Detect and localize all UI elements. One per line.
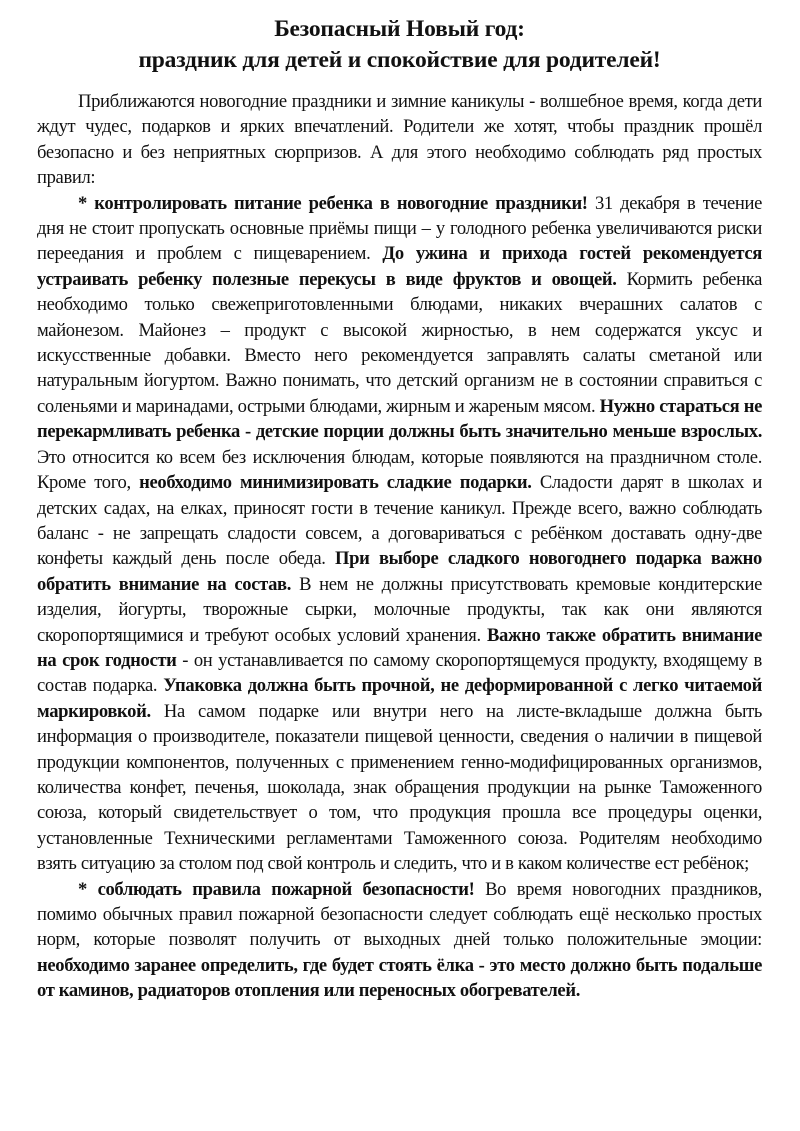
emphasized-text: необходимо заранее определить, где будет стоять ёлка - это место должно быть подальше от каминов, радиаторов отопления или переносных обогревателей. (37, 954, 762, 1002)
intro-paragraph (37, 89, 762, 191)
nutrition-rule-paragraph (37, 191, 762, 877)
emphasized-text: До ужина и прихода гостей рекомендуется устраивать ребенку полезные перекусы в виде фруктов и овощей. (37, 243, 762, 290)
title-line-2: праздник для детей и спокойствие для родителей! (138, 47, 661, 73)
fire-safety-rule-paragraph (37, 877, 762, 1004)
emphasized-text: * контролировать питание ребенка в новогодние праздники! (78, 192, 588, 214)
body-text: Сладости дарят в школах и детских садах, на елках, приносят гости в течение каникул. Прежде всего, важно соблюдать баланс - не запрещать сладости совсем, а договариваться с ребёнком доставать одну-две конфеты каждый день после обеда. (37, 472, 762, 570)
body-text: На самом подарке или внутри него на листе-вкладыше должна быть информация о производителе, показатели пищевой ценности, сведения о наличии в пищевой продукции компонентов, полученных с применением генно-модифицированных организмов, количества конфет, печенья, шоколада, знак обращения продукции на рынке Таможенного союза, который свидетельствует о том, что продукция прошла все процедуры оценки, установленные Техническими регламентами Таможенного союза. Родителям необходимо взять ситуацию за столом под свой контроль и следить, что и в каком количестве ест ребёнок; (37, 700, 762, 875)
emphasized-text: * соблюдать правила пожарной безопасности! (78, 878, 475, 900)
document-title (37, 14, 762, 76)
body-text: Во время новогодних праздников, помимо обычных правил пожарной безопасности следует соблюдать ещё несколько простых норм, которые позволят получить от выходных дней только положительные эмоции: (37, 878, 762, 951)
emphasized-text: Нужно стараться не перекармливать ребенка - детские порции должны быть значительно меньше взрослых. (37, 395, 762, 443)
body-text: 31 декабря в течение дня не стоит пропускать основные приёмы пищи – у голодного ребенка увеличиваются риски переедания и проблем с пищеварением. (37, 192, 762, 265)
body-text: - он устанавливается по самому скоропортящемуся продукту, входящему в состав подарка. (37, 649, 762, 697)
emphasized-text: Важно также обратить внимание на срок годности (37, 624, 762, 671)
body-text: Приближаются новогодние праздники и зимние каникулы - волшебное время, когда дети ждут чудес, подарков и ярких впечатлений. Родители же хотят, чтобы праздник прошёл безопасно и без неприятных сюрпризов. А для этого необходимо соблюдать ряд простых правил: (37, 91, 762, 189)
body-text: Кормить ребенка необходимо только свежеприготовленными блюдами, никаких вчерашних салатов с майонезом. Майонез – продукт с высокой жирностью, в нем содержатся уксус и искусственные добавки. Вместо него рекомендуется заправлять салаты сметаной или натуральным йогуртом. Важно понимать, что детский организм не в состоянии справиться с соленьями и маринадами, острыми блюдами, жирным и жареным мясом. (37, 268, 762, 417)
emphasized-text: необходимо минимизировать сладкие подарки. (139, 472, 532, 494)
emphasized-text: При выборе сладкого новогоднего подарка важно обратить внимание на состав. (37, 548, 762, 595)
body-text: Это относится ко всем без исключения блюдам, которые появляются на праздничном столе. Кроме того, (37, 446, 762, 494)
body-text: В нем не должны присутствовать кремовые кондитерские изделия, йогурты, творожные сырки, молочные продукты, так как они являются скоропортящимися и требуют особых условий хранения. (37, 573, 762, 646)
title-line-1: Безопасный Новый год: (274, 16, 525, 42)
emphasized-text: Упаковка должна быть прочной, не деформированной с легко читаемой маркировкой. (37, 675, 762, 722)
